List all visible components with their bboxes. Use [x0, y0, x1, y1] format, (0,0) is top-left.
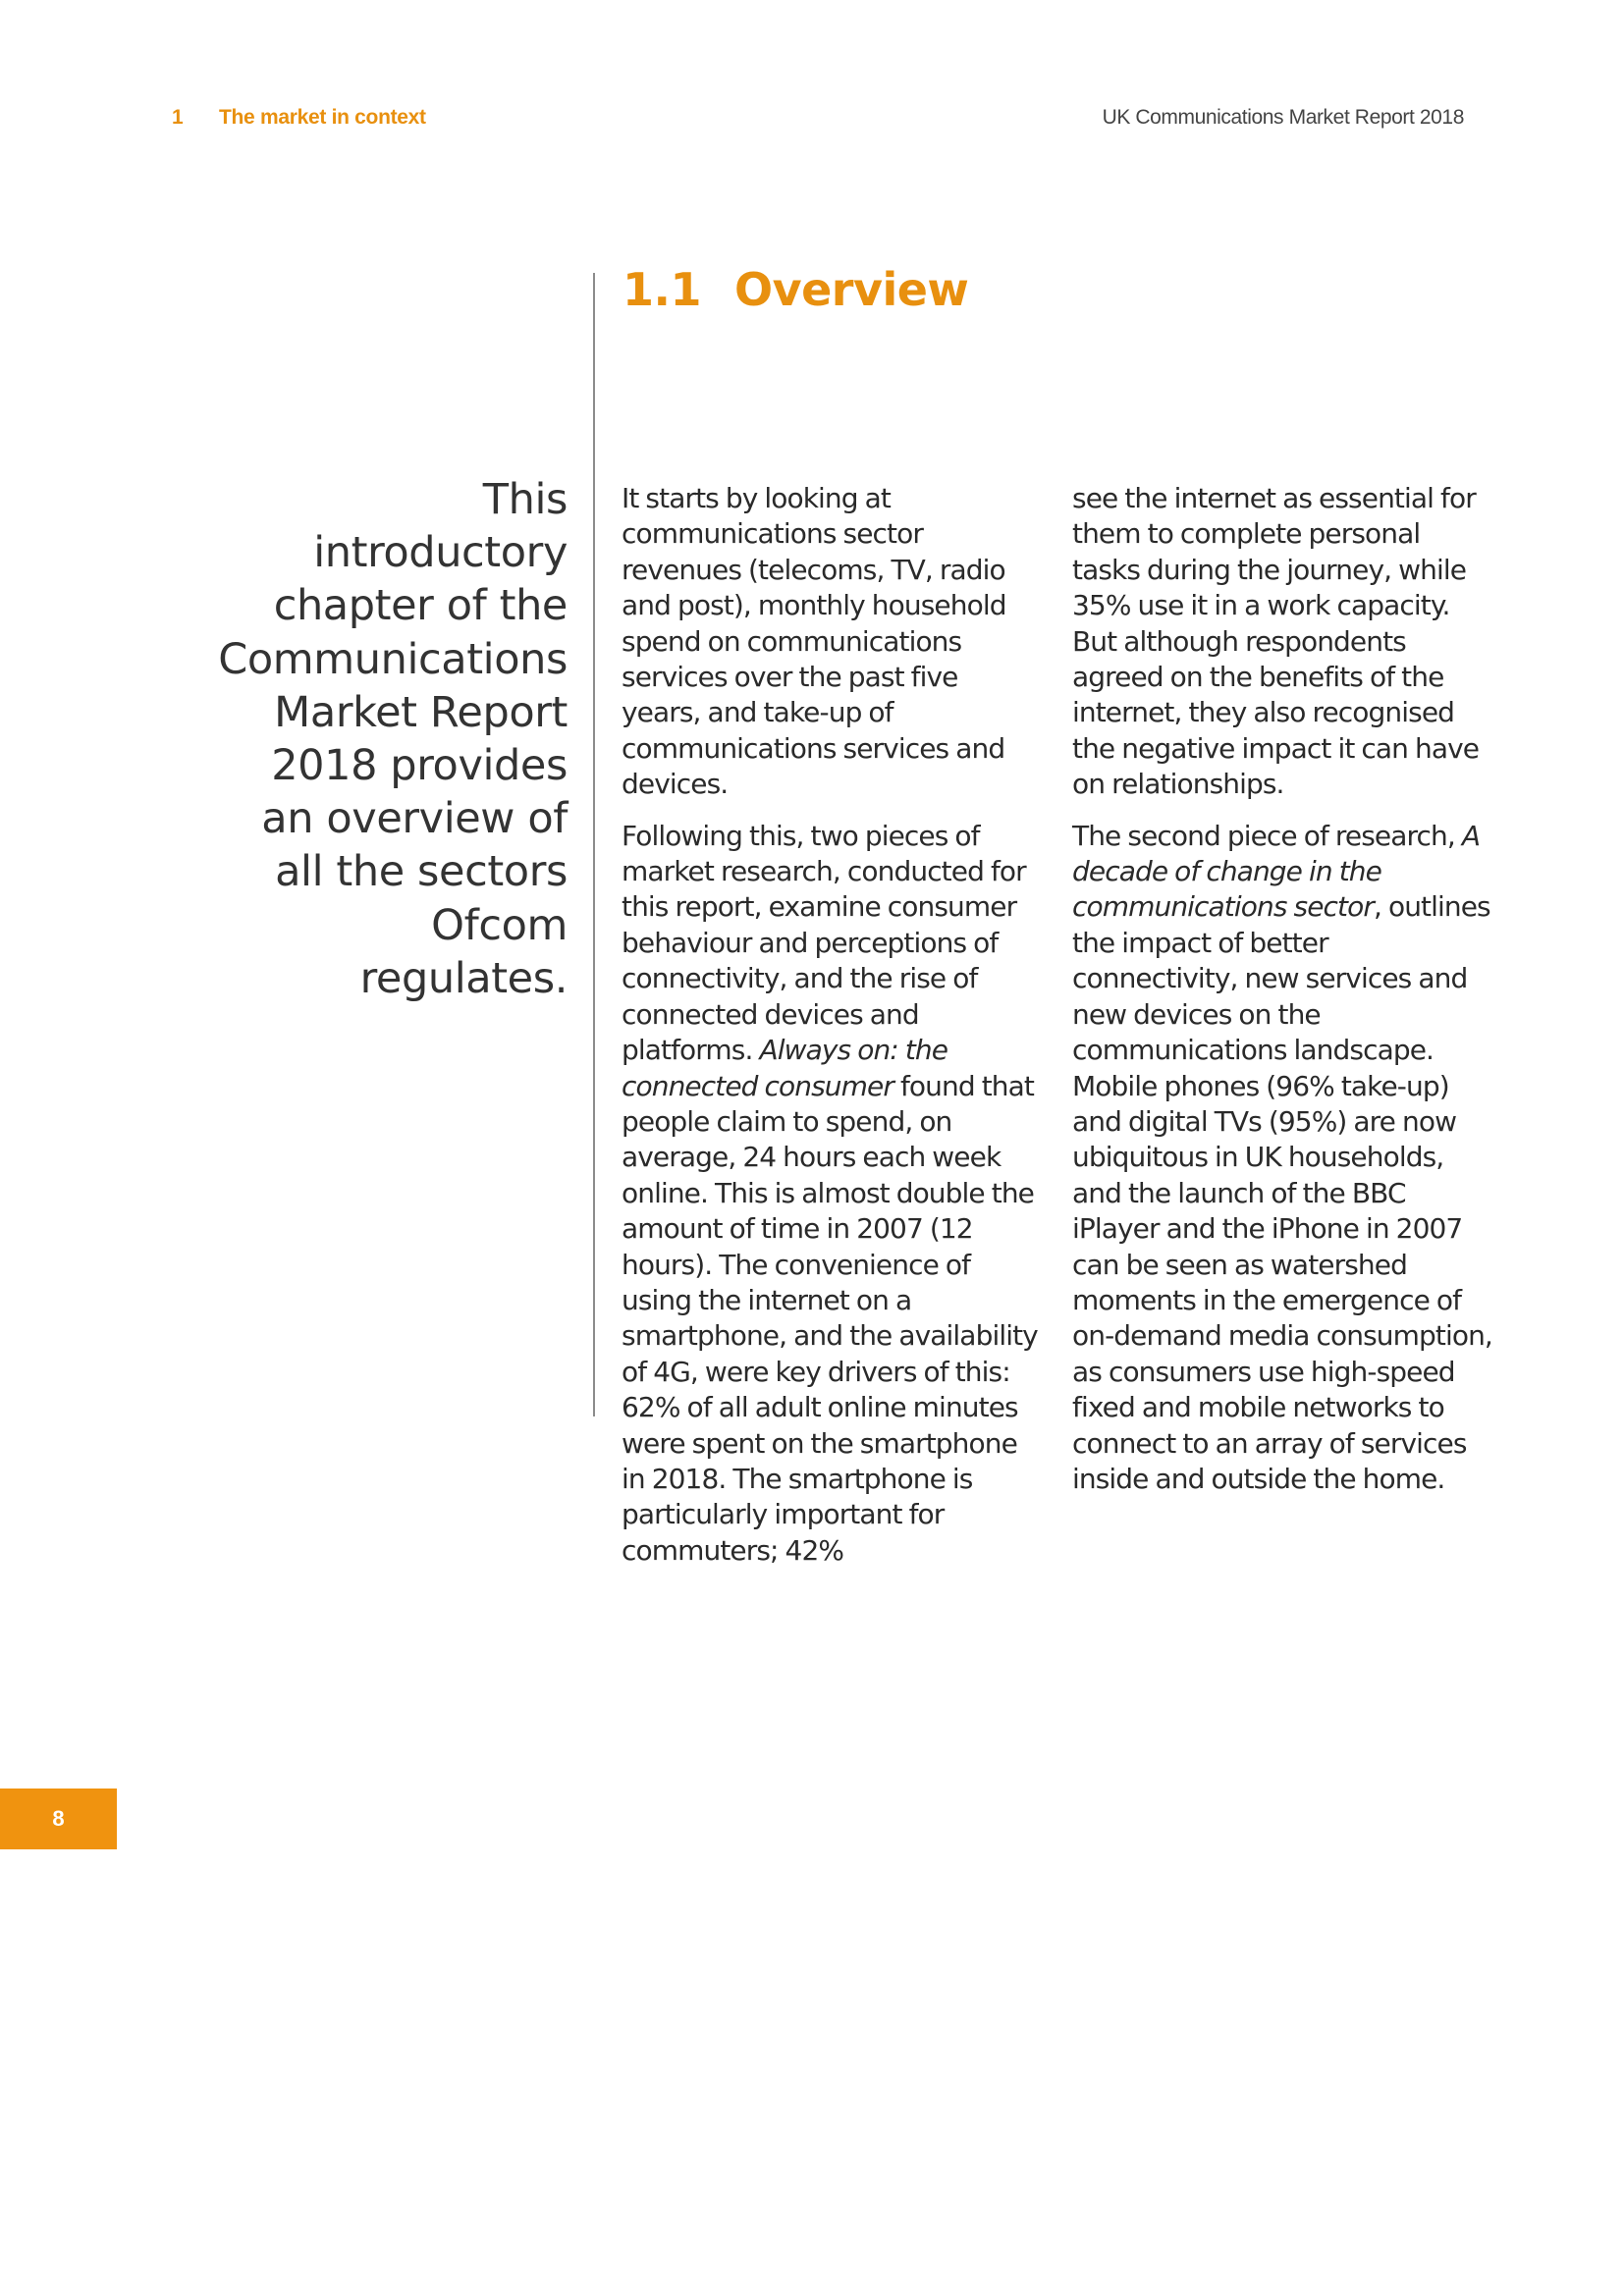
body-column-left	[622, 481, 1044, 1584]
body-column-right	[1072, 481, 1494, 1513]
paragraph: It starts by looking at communications sector revenues (telecoms, TV, radio and post), monthly household spend on communications services over the past five years, and take-up of communications services and devices.	[622, 482, 1006, 801]
chapter-title: The market in context	[219, 106, 426, 129]
publication-title: Always on: the connected consumer	[622, 1034, 948, 1102]
chapter-number: 1	[172, 106, 184, 129]
paragraph	[622, 819, 1044, 1570]
paragraph	[1072, 819, 1494, 1498]
paragraph: see the internet as essential for them to complete personal tasks during the journey, while 35% use it in a work capacity. But although respondents agreed on the benefits of the internet, they also recognised the negative impact it can have on relationships.	[1072, 482, 1480, 801]
text-run: The second piece of research,	[1072, 819, 1462, 852]
text-run: , outlines the impact of better connectivity, new services and new devices on the communications landscape. Mobile phones (96% take-up) and digital TVs (95%) are now ubiquitous in UK households, and the launch of the BBC iPlayer and the iPhone in 2007 can be seen as watershed moments in the emergence of on-demand media consumption, as consumers use high-speed fixed and mobile networks to connect to an array of services inside and outside the home.	[1072, 890, 1492, 1495]
text-run: found that people claim to spend, on average, 24 hours each week online. This is almost double the amount of time in 2007 (12 hours). The convenience of using the internet on a smartphone, and the availability of 4G, were key drivers of this: 62% of all adult online minutes were spent on the smartphone in 2018. The smartphone is particularly important for commuters; 42%	[622, 1069, 1038, 1567]
running-header-chapter	[172, 106, 426, 130]
section-title: Overview	[734, 263, 969, 316]
page-number-tab	[0, 1789, 117, 1849]
pull-quote: This introductory chapter of the Communications Market Report 2018 provides an overview of all the sectors Ofcom regulates.	[218, 475, 568, 1003]
text-run: Following this, two pieces of market research, conducted for this report, examine consumer behaviour and perceptions of connectivity, and the rise of connected devices and platforms.	[622, 819, 1026, 1067]
section-number: 1.1	[623, 263, 701, 316]
publication-title: A decade of change in the communications sector	[1072, 819, 1481, 924]
vertical-divider	[593, 273, 595, 1416]
page-number: 8	[52, 1806, 65, 1831]
section-heading	[623, 263, 968, 316]
report-title: UK Communications Market Report 2018	[1102, 106, 1464, 129]
